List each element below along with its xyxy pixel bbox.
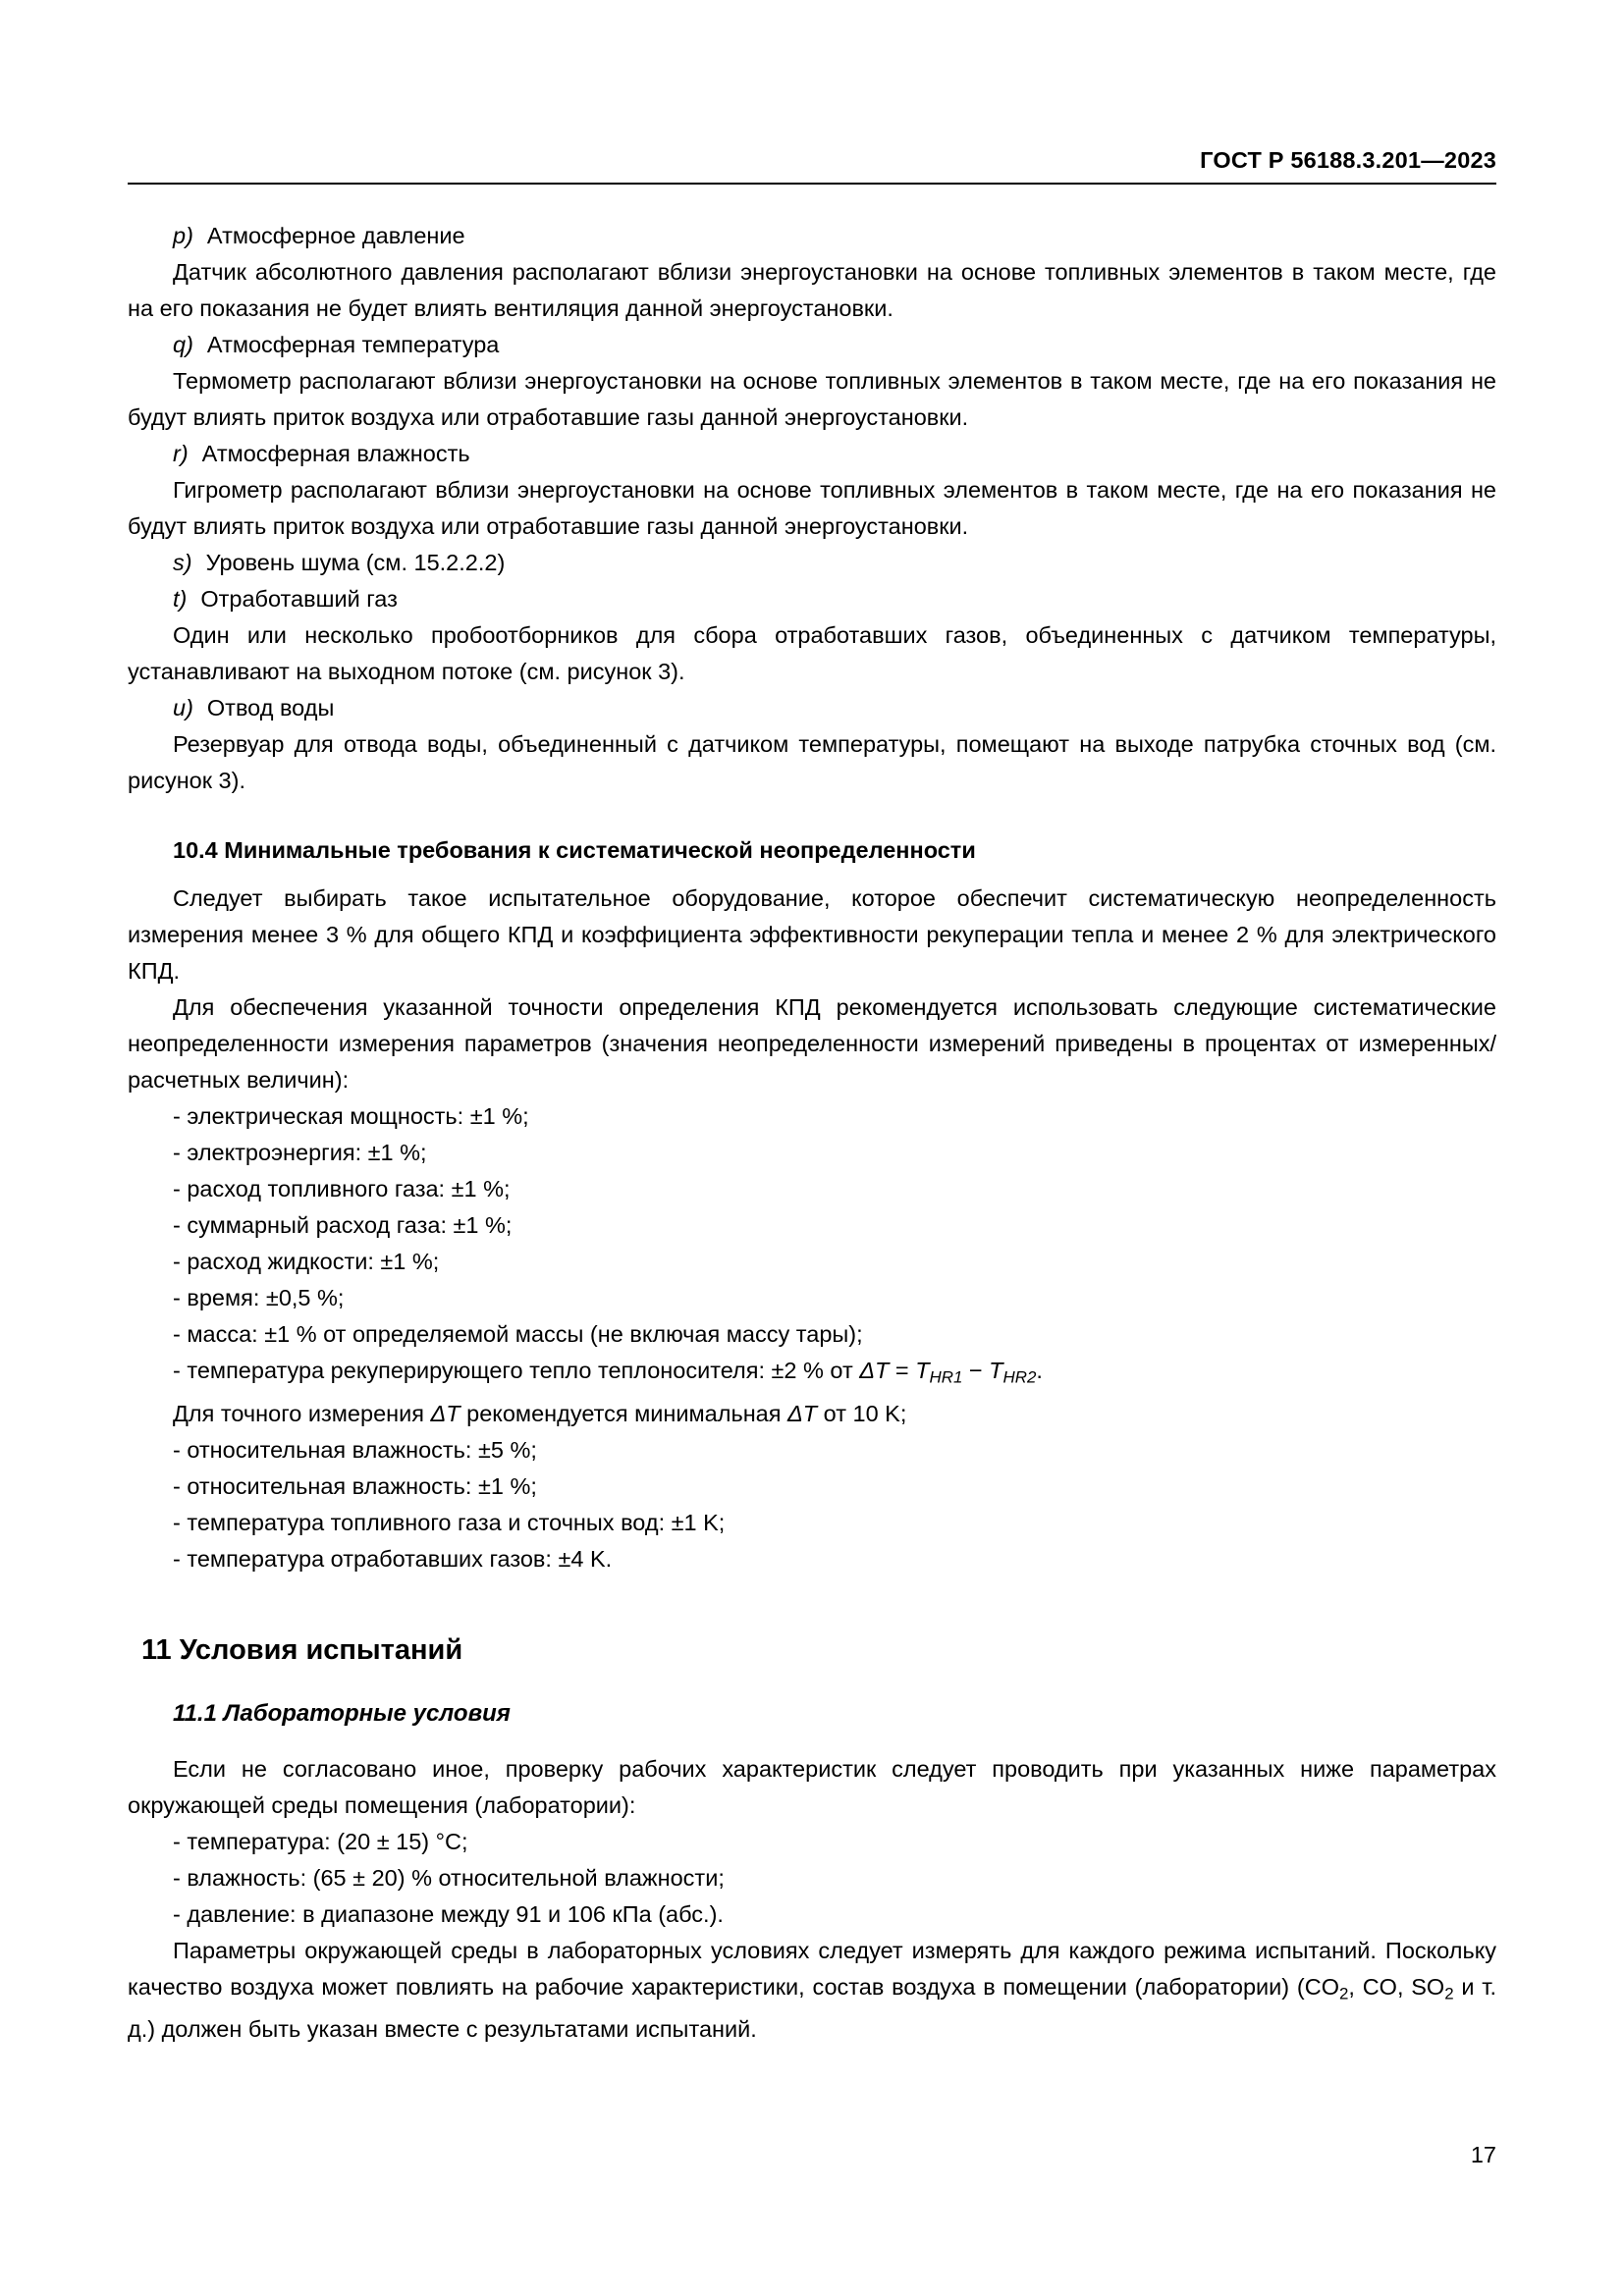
t-hr2-symbol: T [989,1358,1003,1383]
item-text-s: Уровень шума (см. 15.2.2.2) [205,550,506,575]
list-item-uncertainty: - время: ±0,5 %; [173,1285,345,1310]
co2-subscript: 2 [1338,1984,1349,2003]
list-item-uncertainty: - температура отработавших газов: ±4 K. [173,1545,613,1572]
item-label-q: q) [173,332,193,357]
item-text-q: Атмосферная температура [206,332,500,357]
t-hr1-symbol: T [915,1358,930,1383]
paragraph-t: Один или несколько пробоотборников для сбора отработавших газов, объединенных с датчиком температуры, устанавливают на выходном потоке (см. рисунок 3). [128,622,1496,684]
item-text-r: Атмосферная влажность [201,441,470,466]
list-item-uncertainty: - расход жидкости: ±1 %; [173,1249,440,1274]
section-heading-10-4: 10.4 Минимальные требования к систематической неопределенности [173,837,976,863]
list-item-lab-condition: - температура: (20 ± 15) °C; [173,1828,468,1854]
temp-period: . [1036,1358,1043,1383]
item-label-s: s) [173,550,192,575]
paragraph-r: Гигрометр располагают вблизи энергоустановки на основе топливных элементов в таком месте, где на его показания не будут влиять приток воздуха или отработавшие газы данной энергоустановки. [128,477,1496,539]
paragraph-11-1-1: Если не согласовано иное, проверку рабочих характеристик следует проводить при указанных ниже параметрах окружающей среды помещения (лаборатории): [128,1755,1496,1818]
page-header-standard-code: ГОСТ Р 56188.3.201—2023 [1200,147,1496,173]
list-item-uncertainty: - расход топливного газа: ±1 %; [173,1176,511,1201]
delta-t-symbol: ΔT [430,1400,460,1426]
item-label-p: p) [173,223,193,248]
header-divider [128,183,1496,185]
para-11-1-2-part2: , CO, SO [1348,1973,1445,2000]
item-text-t: Отработавший газ [200,586,398,612]
note-delta-t-minimum [128,1396,1496,1432]
delta-t-symbol: ΔT [859,1358,890,1383]
t-hr2-subscript: HR2 [1002,1367,1037,1387]
paragraph-11-1-2 [128,1933,1496,2049]
list-item-lab-condition: - влажность: (65 ± 20) % относительной влажности; [173,1864,725,1891]
delta-t-symbol: ΔT [787,1400,818,1426]
temp-line-prefix: - температура рекуперирующего тепло теплоносителя: ±2 % от [173,1358,860,1383]
item-label-t: t) [173,586,188,612]
list-item-uncertainty: - температура топливного газа и сточных вод: ±1 K; [173,1509,726,1535]
para-11-1-2-part3: и т. д.) должен быть указан вместе с результатами испытаний. [128,1973,1496,2043]
list-item-t [128,581,1496,617]
list-item-q [128,327,1496,363]
list-item-uncertainty: - электрическая мощность: ±1 %; [173,1103,529,1129]
temp-eq: = [889,1358,916,1383]
list-item-temperature-recovery [128,1353,1496,1396]
paragraph-q: Термометр располагают вблизи энергоустановки на основе топливных элементов в таком месте, где на его показания не будут влиять приток воздуха или отработавшие газы данной энергоустановки. [128,368,1496,430]
paragraph-10-4-1: Следует выбирать такое испытательное оборудование, которое обеспечит систематическую неопределенность измерения менее 3 % для общего КПД и коэффициента эффективности рекуперации тепла и менее 2 % для электрического КПД. [128,885,1496,984]
dt-note-suffix: рекомендуется минимальная [460,1400,787,1426]
list-item-u [128,690,1496,726]
list-item-uncertainty: - суммарный расход газа: ±1 %; [173,1212,513,1238]
list-item-lab-condition: - давление: в диапазоне между 91 и 106 кПа (абс.). [173,1900,724,1927]
list-item-uncertainty: - масса: ±1 % от определяемой массы (не включая массу тары); [173,1321,863,1347]
paragraph-p: Датчик абсолютного давления располагают вблизи энергоустановки на основе топливных элементов в таком месте, где на его показания не будет влиять вентиляция данной энергоустановки. [128,259,1496,321]
list-item-uncertainty: - относительная влажность: ±5 %; [173,1436,537,1463]
item-label-r: r) [173,441,189,466]
paragraph-u: Резервуар для отвода воды, объединенный с датчиком температуры, помещают на выходе патрубка сточных вод (см. рисунок 3). [128,731,1496,793]
temp-minus: − [962,1358,990,1383]
list-item-uncertainty: - электроэнергия: ±1 %; [173,1140,427,1165]
list-item-p [128,218,1496,254]
paragraph-10-4-2: Для обеспечения указанной точности определения КПД рекомендуется использовать следующие систематические неопределенности измерения параметров (значения неопределенности измерений приведены в процентах от измеренных/расчетных величин): [128,994,1496,1093]
page-number: 17 [1470,2142,1496,2167]
dt-note-prefix: Для точного измерения [173,1400,431,1426]
subsection-heading-11-1: 11.1 Лабораторные условия [173,1699,511,1727]
dt-note-end: от 10 K; [817,1400,907,1426]
para-11-1-2-part1: Параметры окружающей среды в лабораторных условиях следует измерять для каждого режима испытаний. Поскольку качество воздуха может повлиять на рабочие характеристики, состав воздуха в помещении (лаборатории) (CO [128,1937,1496,2000]
t-hr1-subscript: HR1 [929,1367,963,1387]
so2-subscript: 2 [1444,1984,1454,2003]
list-item-uncertainty: - относительная влажность: ±1 %; [173,1472,537,1499]
section-heading-11: 11 Условия испытаний [141,1633,463,1666]
list-item-r [128,436,1496,472]
item-label-u: u) [173,695,193,721]
item-text-p: Атмосферное давление [206,223,465,248]
list-item-s [128,545,1496,581]
item-text-u: Отвод воды [206,695,335,721]
page-content [128,218,1496,2048]
